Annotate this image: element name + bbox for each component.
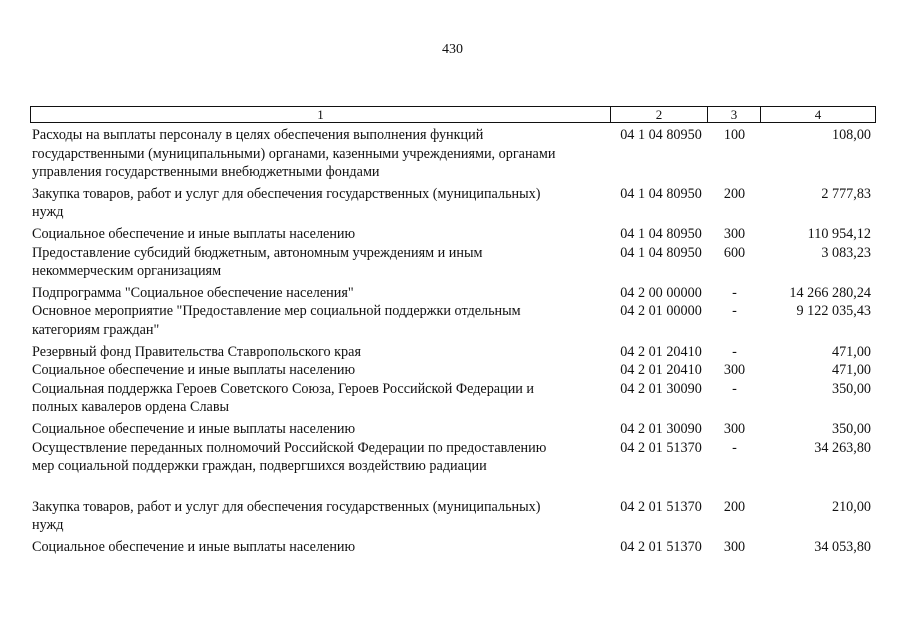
row-name bbox=[30, 361, 614, 380]
row-sum: 108,00 bbox=[831, 127, 871, 143]
row-name-line: Подпрограмма "Социальное обеспечение населения" bbox=[32, 284, 354, 301]
row-type: - bbox=[732, 439, 737, 456]
table-row bbox=[30, 126, 875, 182]
row-code: 04 2 01 51370 bbox=[620, 439, 702, 456]
row-name-line: Социальная поддержка Героев Советского Союза, Героев Российской Федерации и bbox=[32, 380, 535, 397]
table-row bbox=[30, 420, 875, 439]
row-sum: 34 263,80 bbox=[814, 439, 871, 456]
row-name-line: Основное мероприятие "Предоставление мер социальной поддержки отдельным bbox=[32, 303, 521, 320]
row-name bbox=[30, 185, 614, 222]
row-name-line: Резервный фонд Правительства Ставропольского края bbox=[32, 343, 361, 360]
table-row bbox=[30, 538, 875, 557]
row-name-line: полных кавалеров ордена Славы bbox=[32, 399, 230, 416]
row-name-line: нужд bbox=[32, 517, 64, 534]
row-name-line: Социальное обеспечение и иные выплаты населению bbox=[32, 538, 356, 555]
table-row bbox=[30, 361, 875, 380]
row-name-line: Расходы на выплаты персоналу в целях обеспечения выполнения функций bbox=[32, 127, 484, 143]
table-row bbox=[30, 284, 875, 303]
row-name bbox=[30, 126, 614, 182]
row-name-line: Предоставление субсидий бюджетным, автономным учреждениям и иным bbox=[32, 244, 483, 261]
row-code: 04 1 04 80950 bbox=[620, 225, 702, 242]
row-type: - bbox=[732, 380, 737, 397]
row-name-line: мер социальной поддержки граждан, подвергшихся воздействию радиации bbox=[32, 458, 487, 475]
row-name-line: Социальное обеспечение и иные выплаты населению bbox=[32, 362, 356, 379]
row-code: 04 2 01 00000 bbox=[620, 303, 702, 320]
row-code: 04 2 01 20410 bbox=[620, 343, 702, 360]
row-name bbox=[30, 380, 614, 417]
row-code: 04 1 04 80950 bbox=[620, 185, 702, 202]
row-name-line: Закупка товаров, работ и услуг для обеспечения государственных (муниципальных) bbox=[32, 185, 541, 202]
table-row bbox=[30, 185, 875, 222]
row-code: 04 1 04 80950 bbox=[620, 127, 702, 143]
table-row bbox=[30, 302, 875, 339]
row-type: - bbox=[732, 343, 737, 360]
column-header-3: 3 bbox=[708, 107, 761, 123]
row-name-line: Закупка товаров, работ и услуг для обеспечения государственных (муниципальных) bbox=[32, 498, 541, 515]
row-name bbox=[30, 420, 614, 439]
row-code: 04 2 01 51370 bbox=[620, 538, 702, 555]
row-sum: 471,00 bbox=[831, 343, 871, 360]
row-name bbox=[30, 498, 614, 535]
row-sum: 110 954,12 bbox=[807, 225, 871, 242]
column-header-1: 1 bbox=[31, 107, 611, 123]
row-type: 300 bbox=[723, 420, 746, 437]
table-row bbox=[30, 225, 875, 244]
row-sum: 9 122 035,43 bbox=[796, 303, 871, 320]
row-name bbox=[30, 538, 614, 557]
table-row bbox=[30, 498, 875, 535]
row-name bbox=[30, 284, 614, 303]
row-name bbox=[30, 225, 614, 244]
row-sum: 471,00 bbox=[831, 362, 871, 379]
budget-table-body bbox=[30, 126, 875, 556]
row-name-line: Осуществление переданных полномочий Российской Федерации по предоставлению bbox=[32, 439, 547, 456]
row-sum: 210,00 bbox=[831, 498, 871, 515]
row-type: 300 bbox=[723, 225, 746, 242]
row-sum: 2 777,83 bbox=[821, 185, 871, 202]
table-row bbox=[30, 380, 875, 417]
table-header bbox=[30, 106, 876, 123]
row-name-line: категориям граждан" bbox=[32, 321, 160, 338]
row-name bbox=[30, 343, 614, 362]
row-name-line: государственными (муниципальными) органами, казенными учреждениями, органами bbox=[32, 145, 556, 162]
row-code: 04 2 01 30090 bbox=[620, 380, 702, 397]
row-type: 300 bbox=[723, 538, 746, 555]
row-type: - bbox=[732, 284, 737, 301]
row-name-line: Социальное обеспечение и иные выплаты населению bbox=[32, 420, 356, 437]
row-code: 04 1 04 80950 bbox=[620, 244, 702, 261]
row-code: 04 2 01 20410 bbox=[620, 362, 702, 379]
row-name-line: Социальное обеспечение и иные выплаты населению bbox=[32, 225, 356, 242]
row-type: 100 bbox=[723, 127, 746, 143]
row-name-line: нужд bbox=[32, 204, 64, 221]
row-name bbox=[30, 244, 614, 281]
row-type: 200 bbox=[723, 498, 746, 515]
row-name bbox=[30, 439, 614, 476]
row-type: - bbox=[732, 303, 737, 320]
table-row bbox=[30, 244, 875, 281]
row-sum: 34 053,80 bbox=[814, 538, 871, 555]
row-name-line: некоммерческим организациям bbox=[32, 263, 222, 280]
row-sum: 14 266 280,24 bbox=[789, 284, 871, 301]
row-type: 600 bbox=[723, 244, 746, 261]
row-name-line: управления государственными внебюджетными фондами bbox=[32, 164, 380, 181]
column-header-2: 2 bbox=[611, 107, 708, 123]
row-type: 200 bbox=[723, 185, 746, 202]
column-header-4: 4 bbox=[761, 107, 876, 123]
row-code: 04 2 01 30090 bbox=[620, 420, 702, 437]
row-sum: 350,00 bbox=[831, 420, 871, 437]
row-sum: 350,00 bbox=[831, 380, 871, 397]
row-type: 300 bbox=[723, 362, 746, 379]
table-row bbox=[30, 439, 875, 476]
row-sum: 3 083,23 bbox=[821, 244, 871, 261]
row-code: 04 2 00 00000 bbox=[620, 284, 702, 301]
table-row bbox=[30, 343, 875, 362]
row-name bbox=[30, 302, 614, 339]
row-code: 04 2 01 51370 bbox=[620, 498, 702, 515]
page-number: 430 bbox=[442, 42, 463, 57]
